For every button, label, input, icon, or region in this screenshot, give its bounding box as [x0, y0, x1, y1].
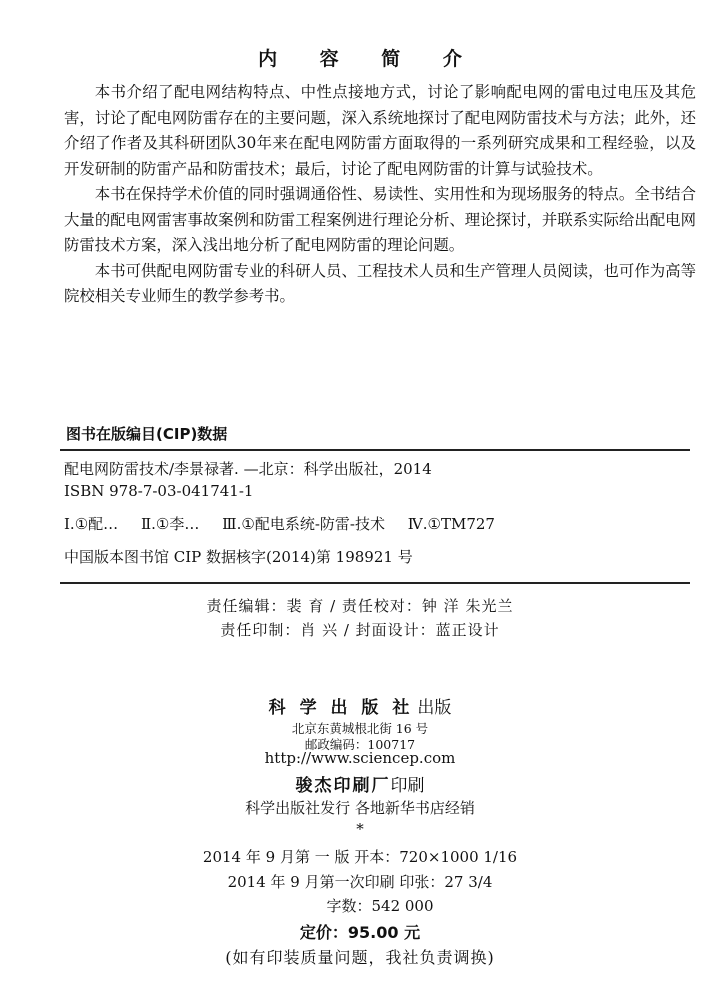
publisher-url: http://www.sciencep.com [264, 749, 456, 767]
summary-paragraph: 本书介绍了配电网结构特点、中性点接地方式，讨论了影响配电网的雷电过电压及其危害，讨论了配电网防雷存在的主要问题，深入系统地探讨了配电网防雷技术与方法；此外，还介绍了作者及其科研团队30年来在配电网防雷方面取得的一系列研究成果和工程经验，以及开发研制的防雷产品和防雷技术；最后，讨论了配电网防雷的计算与试验技术。 [64, 83, 696, 178]
publisher-name [0, 693, 720, 718]
word-count: 字数：542 000 [326, 897, 434, 915]
publisher-postcode: 邮政编码：100717 [304, 737, 416, 752]
cip-class-2: Ⅱ.①李… [140, 515, 200, 533]
printer-suffix: 印刷 [390, 776, 425, 796]
separator-star: * [356, 820, 364, 838]
edition-line: 2014 年 9 月第 一 版 开本：720×1000 1/16 [202, 848, 518, 866]
quality-note: (如有印装质量问题，我社负责调换) [225, 948, 495, 967]
publisher-address: 北京东黄城根北街 16 号 [291, 721, 429, 736]
cip-core-number: 中国版本图书馆 CIP 数据核字(2014)第 198921 号 [64, 548, 413, 566]
page-title: 内 容 简 介 [258, 48, 480, 70]
cip-classification [64, 512, 694, 536]
printer-logo-text: 骏杰印刷厂 [295, 776, 391, 796]
cip-citation: 配电网防雷技术/李景禄著. —北京：科学出版社，2014 [64, 460, 432, 478]
printing-line: 2014 年 9 月第一次印刷 印张：27 3/4 [227, 873, 493, 891]
printer-name [0, 771, 720, 796]
cip-isbn: ISBN 978-7-03-041741-1 [64, 482, 254, 500]
staff-line-2: 责任印制：肖 兴 / 封面设计：蓝正设计 [220, 621, 500, 639]
summary-text [64, 80, 696, 310]
cip-class-3: Ⅲ.①配电系统-防雷-技术 [222, 515, 385, 533]
summary-paragraph: 本书可供配电网防雷专业的科研人员、工程技术人员和生产管理人员阅读，也可作为高等院校相关专业师生的教学参考书。 [64, 261, 696, 305]
cip-bottom-rule [60, 582, 690, 584]
cip-top-rule [60, 449, 690, 451]
publisher-suffix: 出版 [417, 698, 452, 718]
staff-line-1: 责任编辑：裴 育 / 责任校对：钟 洋 朱光兰 [206, 597, 514, 615]
summary-paragraph: 本书在保持学术价值的同时强调通俗性、易读性、实用性和为现场服务的特点。全书结合大量的配电网雷害事故案例和防雷工程案例进行理论分析、理论探讨，并联系实际给出配电网防雷技术方案，深入浅出地分析了配电网防雷的理论问题。 [64, 185, 696, 254]
cip-class-4: Ⅳ.①TM727 [407, 515, 495, 533]
cip-label: 图书在版编目(CIP)数据 [66, 425, 228, 443]
price: 定价：95.00 元 [299, 923, 421, 942]
distribution-line: 科学出版社发行 各地新华书店经销 [245, 799, 475, 817]
cip-block [64, 458, 694, 568]
cip-class-1: Ⅰ.①配… [64, 515, 119, 533]
publisher-logo-text: 科 学 出 版 社 [268, 698, 414, 718]
